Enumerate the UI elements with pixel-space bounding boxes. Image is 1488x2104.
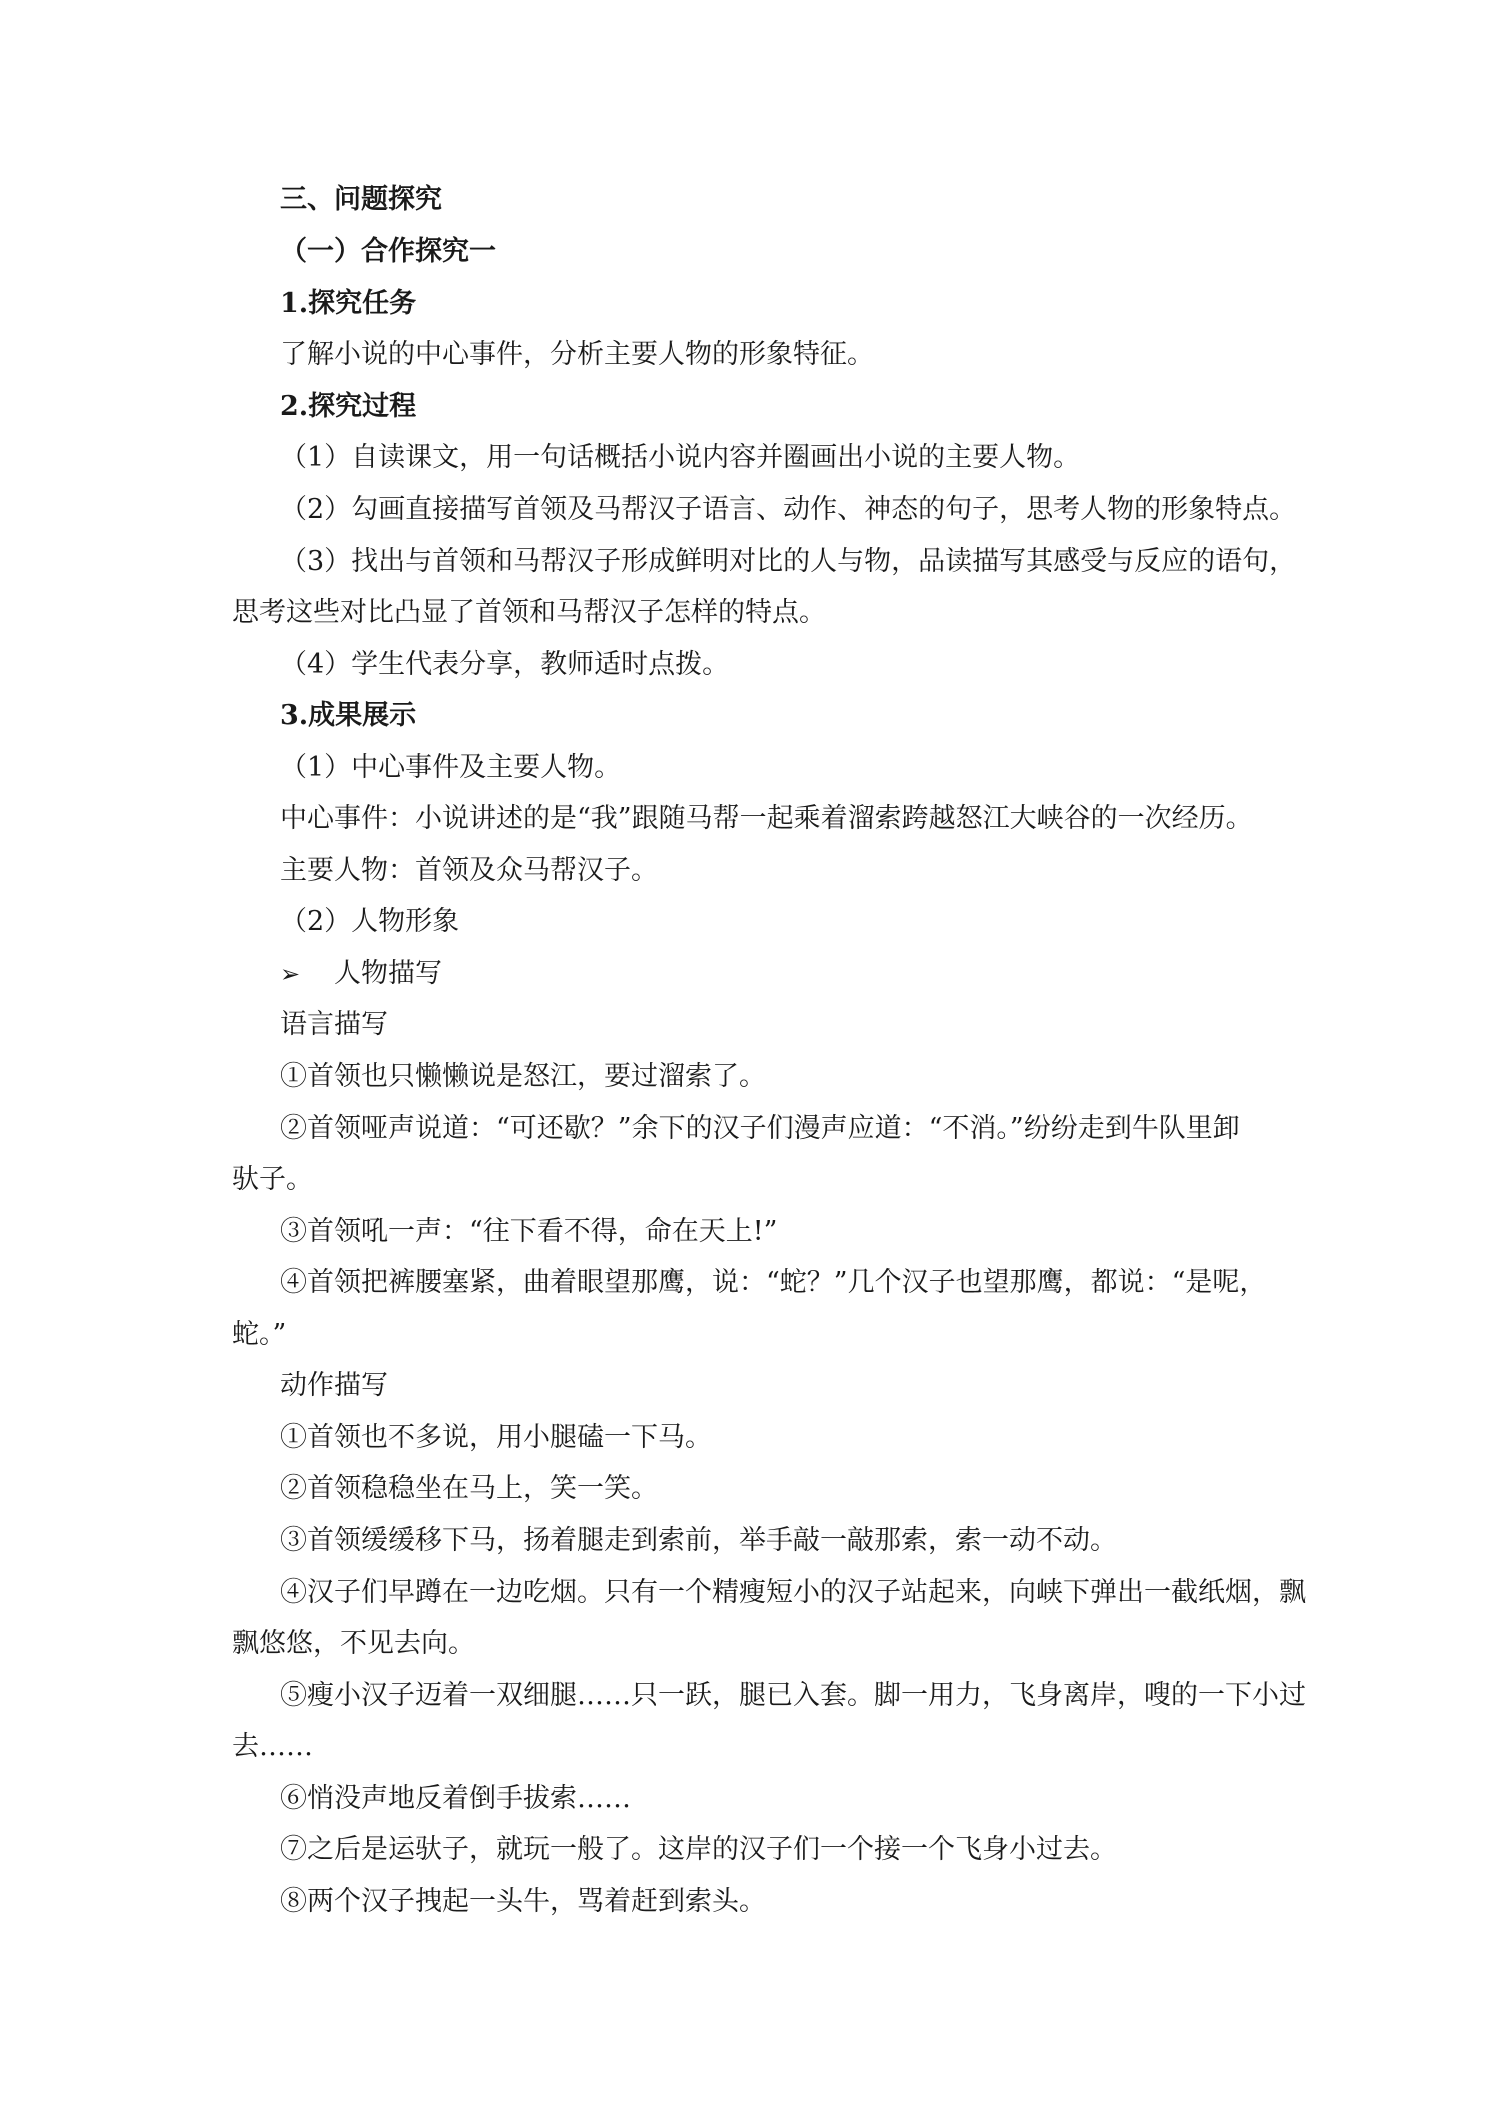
process-step: （1）自读课文，用一句话概括小说内容并圈画出小说的主要人物。 [280, 442, 1081, 473]
language-title: 语言描写 [280, 1009, 388, 1040]
action-line-continued: 飘悠悠，不见去向。 [232, 1628, 475, 1659]
action-line: ①首领也不多说，用小腿磕一下马。 [280, 1422, 712, 1453]
arrow-bullet-icon: ➢ [280, 960, 301, 988]
language-line: ②首领哑声说道：“可还歇？”余下的汉子们漫声应道：“不消。”纷纷走到牛队里卸 [280, 1113, 1240, 1144]
action-title: 动作描写 [280, 1370, 388, 1401]
action-line: ⑦之后是运驮子，就玩一般了。这岸的汉子们一个接一个飞身小过去。 [280, 1834, 1117, 1865]
language-line: ④首领把裤腰塞紧，曲着眼望那鹰，说：“蛇？”几个汉子也望那鹰，都说：“是呢， [280, 1267, 1267, 1298]
process-step: （4）学生代表分享，教师适时点拨。 [280, 649, 730, 680]
main-characters: 主要人物：首领及众马帮汉子。 [280, 855, 658, 886]
action-line-continued: 去…… [232, 1731, 313, 1762]
process-step: （2）勾画直接描写首领及马帮汉子语言、动作、神态的句子，思考人物的形象特点。 [280, 494, 1297, 525]
process-title: 2.探究过程 [280, 391, 417, 422]
section-heading: 三、问题探究 [280, 184, 442, 215]
process-step: （3）找出与首领和马帮汉子形成鲜明对比的人与物，品读描写其感受与反应的语句， [280, 546, 1297, 577]
process-step-continued: 思考这些对比凸显了首领和马帮汉子怎样的特点。 [232, 597, 826, 628]
action-line: ⑧两个汉子拽起一头牛，骂着赶到索头。 [280, 1886, 766, 1917]
results-item: （1）中心事件及主要人物。 [280, 752, 622, 783]
action-line: ⑤瘦小汉子迈着一双细腿……只一跃，腿已入套。脚一用力，飞身离岸，嗖的一下小过 [280, 1680, 1306, 1711]
action-line: ②首领稳稳坐在马上，笑一笑。 [280, 1473, 658, 1504]
language-line-continued: 蛇。” [232, 1319, 287, 1350]
central-event: 中心事件：小说讲述的是“我”跟随马帮一起乘着溜索跨越怒江大峡谷的一次经历。 [280, 803, 1253, 834]
results-title: 3.成果展示 [280, 700, 417, 731]
action-line: ⑥悄没声地反着倒手拔索…… [280, 1783, 631, 1814]
language-line: ①首领也只懒懒说是怒江，要过溜索了。 [280, 1061, 766, 1092]
language-line-continued: 驮子。 [232, 1164, 313, 1195]
section-subheading: （一）合作探究一 [280, 236, 496, 267]
bullet-item [280, 957, 1288, 991]
results-item: （2）人物形象 [280, 906, 460, 937]
action-line: ④汉子们早蹲在一边吃烟。只有一个精瘦短小的汉子站起来，向峡下弹出一截纸烟，飘 [280, 1577, 1306, 1608]
action-line: ③首领缓缓移下马，扬着腿走到索前，举手敲一敲那索，索一动不动。 [280, 1525, 1117, 1556]
task-title: 1.探究任务 [280, 288, 417, 319]
bullet-label: 人物描写 [334, 958, 442, 989]
task-text: 了解小说的中心事件，分析主要人物的形象特征。 [280, 339, 874, 370]
language-line: ③首领吼一声：“往下看不得，命在天上!” [280, 1216, 778, 1247]
